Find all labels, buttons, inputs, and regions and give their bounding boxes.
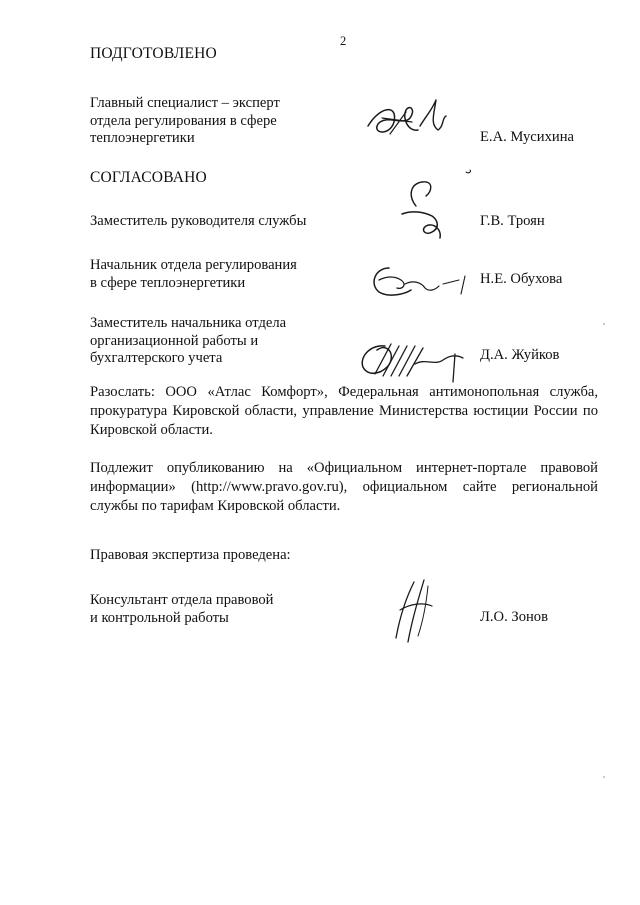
approved-signer-name: Д.А. Жуйков <box>480 347 560 363</box>
approved-heading: СОГЛАСОВАНО <box>90 169 207 186</box>
position-line: отдела регулирования в сфере <box>90 112 277 129</box>
scan-speck <box>603 776 605 778</box>
legal-review-name: Л.О. Зонов <box>480 609 548 625</box>
scan-speck <box>603 323 605 325</box>
position-line: бухгалтерского учета <box>90 350 223 367</box>
publication-paragraph: Подлежит опубликованию на «Официальном интернет-портале правовой информации» (http://www.pravo.gov.ru), официальном сайте региональной службы по тарифам Кировской области. <box>90 460 598 514</box>
signature-zonov <box>392 576 442 646</box>
prepared-name: Е.А. Мусихина <box>480 129 574 145</box>
signature-troyan <box>382 166 482 244</box>
position-line: в сфере теплоэнергетики <box>90 274 246 291</box>
signature-zhuikov <box>355 336 470 384</box>
position-line: Консультант отдела правовой <box>90 592 274 608</box>
position-line: Начальник отдела регулирования <box>90 257 297 273</box>
approved-signer-name: Г.В. Троян <box>480 213 545 229</box>
position-line: Главный специалист – эксперт <box>90 95 280 111</box>
signature-obukhova <box>365 254 475 304</box>
legal-review-position <box>90 592 350 627</box>
approved-signer-name: Н.Е. Обухова <box>480 271 563 287</box>
approved-signer-position <box>90 315 350 368</box>
position-line: теплоэнергетики <box>90 130 195 147</box>
position-line: организационной работы и <box>90 332 259 349</box>
approved-signer-position <box>90 257 350 292</box>
prepared-position <box>90 95 330 148</box>
position-line: Заместитель начальника отдела <box>90 315 287 331</box>
page-number: 2 <box>340 34 347 48</box>
position-line: и контрольной работы <box>90 609 229 626</box>
signature-musikhina <box>360 96 470 146</box>
approved-signer-position <box>90 213 350 231</box>
distribution-paragraph: Разослать: ООО «Атлас Комфорт», Федеральная антимонопольная служба, прокуратура Кировской области, управление Министерства юстиции России по Кировской области. <box>90 384 598 438</box>
legal-review-statement: Правовая экспертиза проведена: <box>90 547 291 563</box>
position-line: Заместитель руководителя службы <box>90 213 307 229</box>
prepared-heading: ПОДГОТОВЛЕНО <box>90 45 217 62</box>
